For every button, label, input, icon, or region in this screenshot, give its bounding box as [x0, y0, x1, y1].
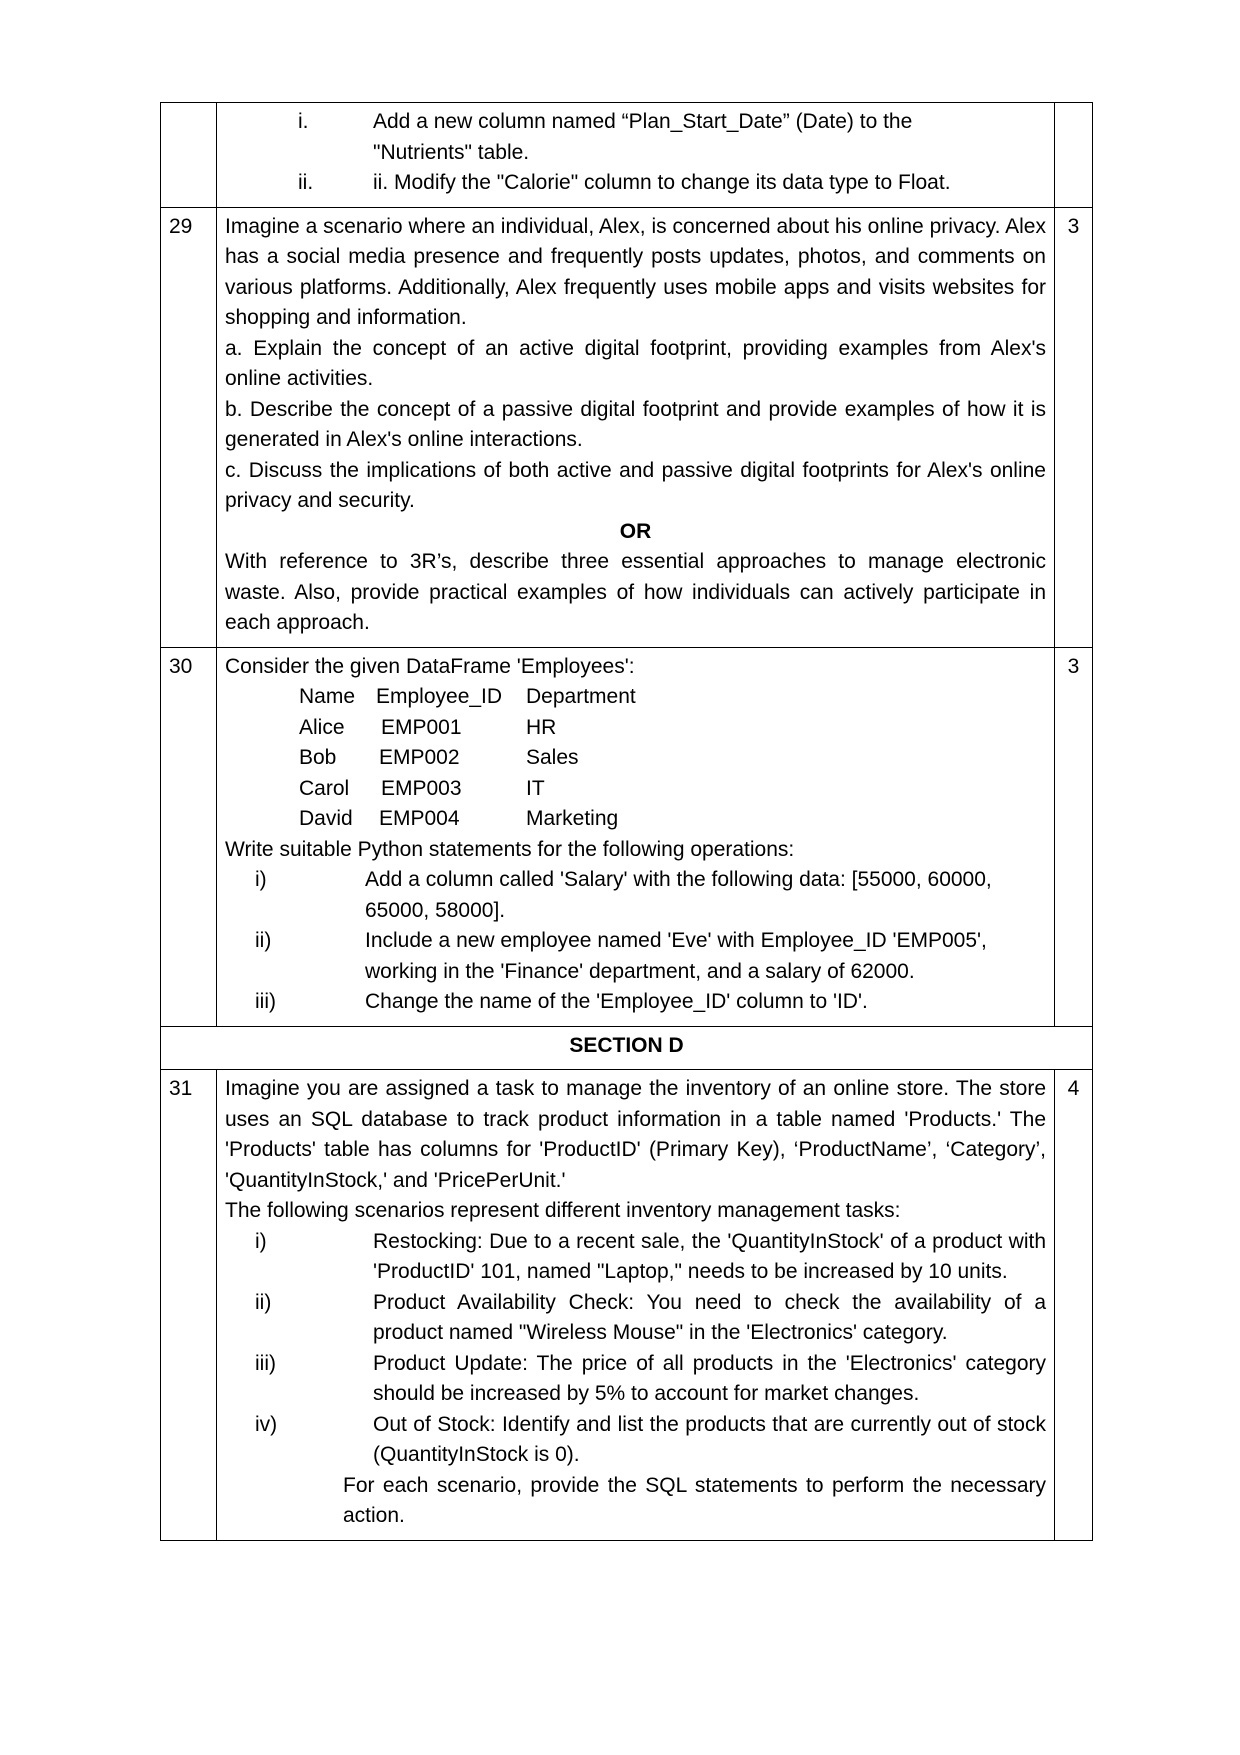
dataframe-cell: EMP004: [379, 807, 460, 830]
sub-item: [225, 1410, 1046, 1471]
dataframe-cell: Sales: [526, 746, 579, 769]
question-number-cell: [161, 103, 217, 208]
sub-item-text: Product Availability Check: You need to check the availability of a product named "Wireless Mouse" in the 'Electronics' category.: [373, 1290, 1046, 1344]
dataframe-header: [299, 682, 1046, 713]
sub-item: [225, 168, 1046, 199]
sub-item: [225, 865, 1046, 926]
dataframe-listing: [225, 682, 1046, 835]
sub-item: [225, 926, 1046, 987]
question-task: Write suitable Python statements for the following operations:: [225, 837, 795, 861]
sub-item-label: i): [255, 868, 267, 891]
question-28-continued: [161, 103, 1093, 208]
section-title: SECTION D: [161, 1026, 1093, 1070]
sub-item-text: Change the name of the 'Employee_ID' column to 'ID'.: [365, 990, 868, 1013]
sub-item-text: Out of Stock: Identify and list the products that are currently out of stock (QuantityInStock is 0).: [373, 1412, 1046, 1466]
sub-item-label: iii): [255, 990, 276, 1013]
dataframe-row: [299, 713, 1046, 744]
marks: 3: [1055, 207, 1093, 647]
question-30: [161, 647, 1093, 1026]
sub-item-label: ii.: [298, 171, 314, 194]
question-intro: Consider the given DataFrame 'Employees':: [225, 654, 635, 678]
dataframe-cell: EMP001: [381, 715, 462, 739]
question-number: 30: [161, 647, 217, 1026]
sub-item: [225, 1227, 1046, 1288]
question-29: [161, 207, 1093, 647]
question-table: [160, 102, 1093, 1541]
exam-page: [160, 102, 1092, 1541]
dataframe-cell: Bob: [299, 746, 337, 769]
sub-item-text: Restocking: Due to a recent sale, the 'QuantityInStock' of a product with 'ProductID' 101, named "Laptop," needs to be increased by 10 units.: [373, 1229, 1046, 1283]
sub-item: [225, 1349, 1046, 1410]
sub-item-text: Include a new employee named 'Eve' with Employee_ID 'EMP005', working in the 'Finance' department, and a salary of 62000.: [365, 929, 987, 983]
question-intro: Imagine you are assigned a task to manage the inventory of an online store. The store uses an SQL database to track product information in a table named 'Products.' The 'Products' table has columns for 'ProductID' (Primary Key), ‘ProductName’, ‘Category’, 'QuantityInStock,' and 'PricePerUnit.': [225, 1077, 1046, 1192]
sub-item-label: iii): [255, 1351, 276, 1375]
question-body: [217, 647, 1055, 1026]
marks: 4: [1055, 1070, 1093, 1541]
question-body: [217, 103, 1055, 208]
sub-item-label: i.: [298, 110, 309, 133]
sub-item-label: ii): [255, 1290, 272, 1314]
question-alternative: With reference to 3R’s, describe three essential approaches to manage electronic waste. Also, provide practical examples of how individuals can actively participate in each approach.: [225, 550, 1046, 634]
sub-item-text: Add a new column named “Plan_Start_Date” (Date) to the "Nutrients" table.: [373, 110, 913, 164]
dataframe-cell: EMP002: [379, 746, 460, 769]
dataframe-row: [299, 804, 1046, 835]
question-body: [217, 1070, 1055, 1541]
dataframe-cell: Marketing: [526, 807, 619, 830]
sub-item-label: iv): [255, 1412, 278, 1436]
dataframe-cell: Carol: [299, 776, 350, 800]
question-part-b: b. Describe the concept of a passive digital footprint and provide examples of how it is generated in Alex's online interactions.: [225, 397, 1046, 451]
sub-item: [225, 107, 1046, 168]
or-separator: OR: [619, 519, 652, 543]
question-lead: The following scenarios represent different inventory management tasks:: [225, 1199, 901, 1222]
dataframe-row: [299, 774, 1046, 805]
sub-item-text: ii. Modify the "Calorie" column to change its data type to Float.: [373, 171, 951, 194]
question-31: [161, 1070, 1093, 1541]
sub-item-label: i): [255, 1229, 267, 1253]
dataframe-header-cell: Employee_ID: [376, 685, 503, 708]
question-body: [217, 207, 1055, 647]
question-number: 31: [161, 1070, 217, 1541]
dataframe-cell: EMP003: [381, 776, 462, 800]
dataframe-cell: HR: [526, 715, 557, 739]
dataframe-cell: IT: [526, 776, 545, 800]
sub-item: [225, 987, 1046, 1018]
dataframe-row: [299, 743, 1046, 774]
dataframe-cell: Alice: [299, 715, 345, 739]
sub-item-text: Product Update: The price of all products in the 'Electronics' category should be increased by 5% to account for market changes.: [373, 1351, 1046, 1405]
question-part-c: c. Discuss the implications of both active and passive digital footprints for Alex's online privacy and security.: [225, 458, 1046, 512]
marks: 3: [1055, 647, 1093, 1026]
question-number: 29: [161, 207, 217, 647]
sub-item-label: ii): [255, 929, 272, 952]
sub-item-text: Add a column called 'Salary' with the following data: [55000, 60000, 65000, 58000].: [365, 868, 992, 922]
sub-item: [225, 1288, 1046, 1349]
dataframe-cell: David: [299, 807, 353, 830]
section-d-row: [161, 1026, 1093, 1070]
marks-cell: [1055, 103, 1093, 208]
question-closing: For each scenario, provide the SQL statements to perform the necessary action.: [343, 1473, 1046, 1527]
question-part-a: a. Explain the concept of an active digital footprint, providing examples from Alex's online activities.: [225, 336, 1046, 390]
question-intro: Imagine a scenario where an individual, Alex, is concerned about his online privacy. Alex has a social media presence and frequently posts updates, photos, and comments on various platforms. Additionally, Alex frequently uses mobile apps and visits websites for shopping and information.: [225, 214, 1046, 329]
dataframe-header-cell: Department: [526, 685, 636, 708]
dataframe-header-cell: Name: [299, 685, 356, 708]
